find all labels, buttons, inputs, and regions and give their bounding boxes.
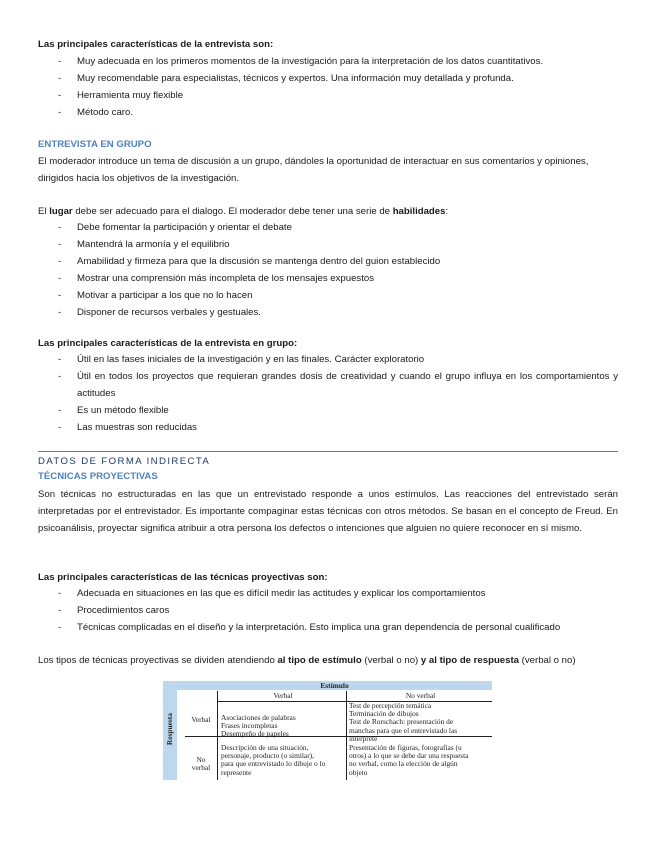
row-axis-band <box>163 681 177 780</box>
interview-characteristics-heading: Las principales características de la entrevista son: <box>38 39 274 50</box>
list-item: - Es un método flexible <box>58 402 618 419</box>
list-item: - Adecuada en situaciones en las que es difícil medir las actitudes y explicar los comportamientos <box>58 585 618 602</box>
list-item: - Debe fomentar la participación y orientar el debate <box>58 219 618 236</box>
list-item: - Herramienta muy flexible <box>58 87 618 104</box>
projective-techniques-table <box>163 681 492 780</box>
projective-characteristics-heading: Las principales características de las técnicas proyectivas son: <box>38 572 328 583</box>
projective-techniques-intro: Son técnicas no estructuradas en las que un entrevistado responde a unos estímulos. Las reacciones del entrevistado serán interpretadas por el entrevistador. Es importante compaginar estas técnicas con otros métodos. Se basan en el concepto de Freud. En psicoanálisis, proyectar significa atribuir a otra persona los defectos o intenciones que alguien no quiere reconocer en sí mismo. <box>38 489 618 534</box>
list-item: - Método caro. <box>58 104 618 121</box>
group-characteristics-list <box>58 351 618 436</box>
cell-verbal-nonverbal: Test de percepción temática Terminación de dibujos Test de Rorschach: presentación de manchas para que el entrevistado las interprete <box>349 701 458 743</box>
list-item: - Motivar a participar a los que no lo hacen <box>58 287 618 304</box>
cell-nonverbal-verbal: Descripción de una situación, personaje, producto (o similar), para que entrevistado lo dibuje o lo represente <box>221 743 326 777</box>
list-item: - Mantendrá la armonía y el equilibrio <box>58 236 618 253</box>
list-item: - Mostrar una comprensión más incompleta de los mensajes expuestos <box>58 270 618 287</box>
col-header-verbal: Verbal <box>273 691 293 700</box>
list-item: - Útil en las fases iniciales de la investigación y en las finales. Carácter exploratorio <box>58 351 618 368</box>
col-header-nonverbal: No verbal <box>405 691 436 700</box>
interview-characteristics-list <box>58 53 618 121</box>
list-item: - Procedimientos caros <box>58 602 618 619</box>
list-item: - Amabilidad y firmeza para que la discusión se mantenga dentro del guion establecido <box>58 253 618 270</box>
row-header-nonverbal: No verbal <box>191 755 211 773</box>
cell-nonverbal-nonverbal: Presentación de figuras, fotografías (u otros) a lo que se debe dar una respuesta no verbal, como la elección de algún objeto <box>349 743 469 777</box>
moderator-skills-intro: El lugar debe ser adecuado para el dialogo. El moderador debe tener una serie de habilidades: <box>38 206 449 217</box>
list-item: - Útil en todos los proyectos que requieran grandes dosis de creatividad y cuando el grupo influya en los comportamientos y actitudes <box>58 368 618 402</box>
moderator-skills-list <box>58 219 618 321</box>
list-item: - Las muestras son reducidas <box>58 419 618 436</box>
group-interview-title: ENTREVISTA EN GRUPO <box>38 139 152 150</box>
table-rule <box>217 691 218 780</box>
group-interview-intro: El moderador introduce un tema de discusión a un grupo, dándoles la oportunidad de interactuar en sus comentarios y opiniones, dirigidos hacia los objetivos de la investigación. <box>38 156 589 184</box>
projective-types-paragraph: Los tipos de técnicas proyectivas se dividen atendiendo al tipo de estímulo (verbal o no) y al tipo de respuesta (verbal o no) <box>38 655 576 666</box>
list-item: - Muy recomendable para especialistas, técnicos y expertos. Una información muy detallada y profunda. <box>58 70 618 87</box>
group-characteristics-heading: Las principales características de la entrevista en grupo: <box>38 338 298 349</box>
section-divider <box>38 451 618 452</box>
row-axis-label: Respuesta <box>164 713 174 746</box>
list-item: - Disponer de recursos verbales y gestuales. <box>58 304 618 321</box>
projective-characteristics-list <box>58 585 618 636</box>
row-header-verbal: Verbal <box>191 715 211 724</box>
indirect-data-section-title: DATOS DE FORMA INDIRECTA <box>38 456 211 467</box>
cell-verbal-verbal: Asociaciones de palabras Frases incompletas Desempeño de papeles <box>221 713 296 739</box>
col-axis-label: Estímulo <box>177 681 492 690</box>
list-item: - Técnicas complicadas en el diseño y la interpretación. Esto implica una gran dependencia de personal cualificado <box>58 619 618 636</box>
projective-techniques-title: TÉCNICAS PROYECTIVAS <box>38 471 158 482</box>
table-rule <box>346 691 347 780</box>
list-item: - Muy adecuada en los primeros momentos de la investigación para la interpretación de los datos cuantitativos. <box>58 53 618 70</box>
